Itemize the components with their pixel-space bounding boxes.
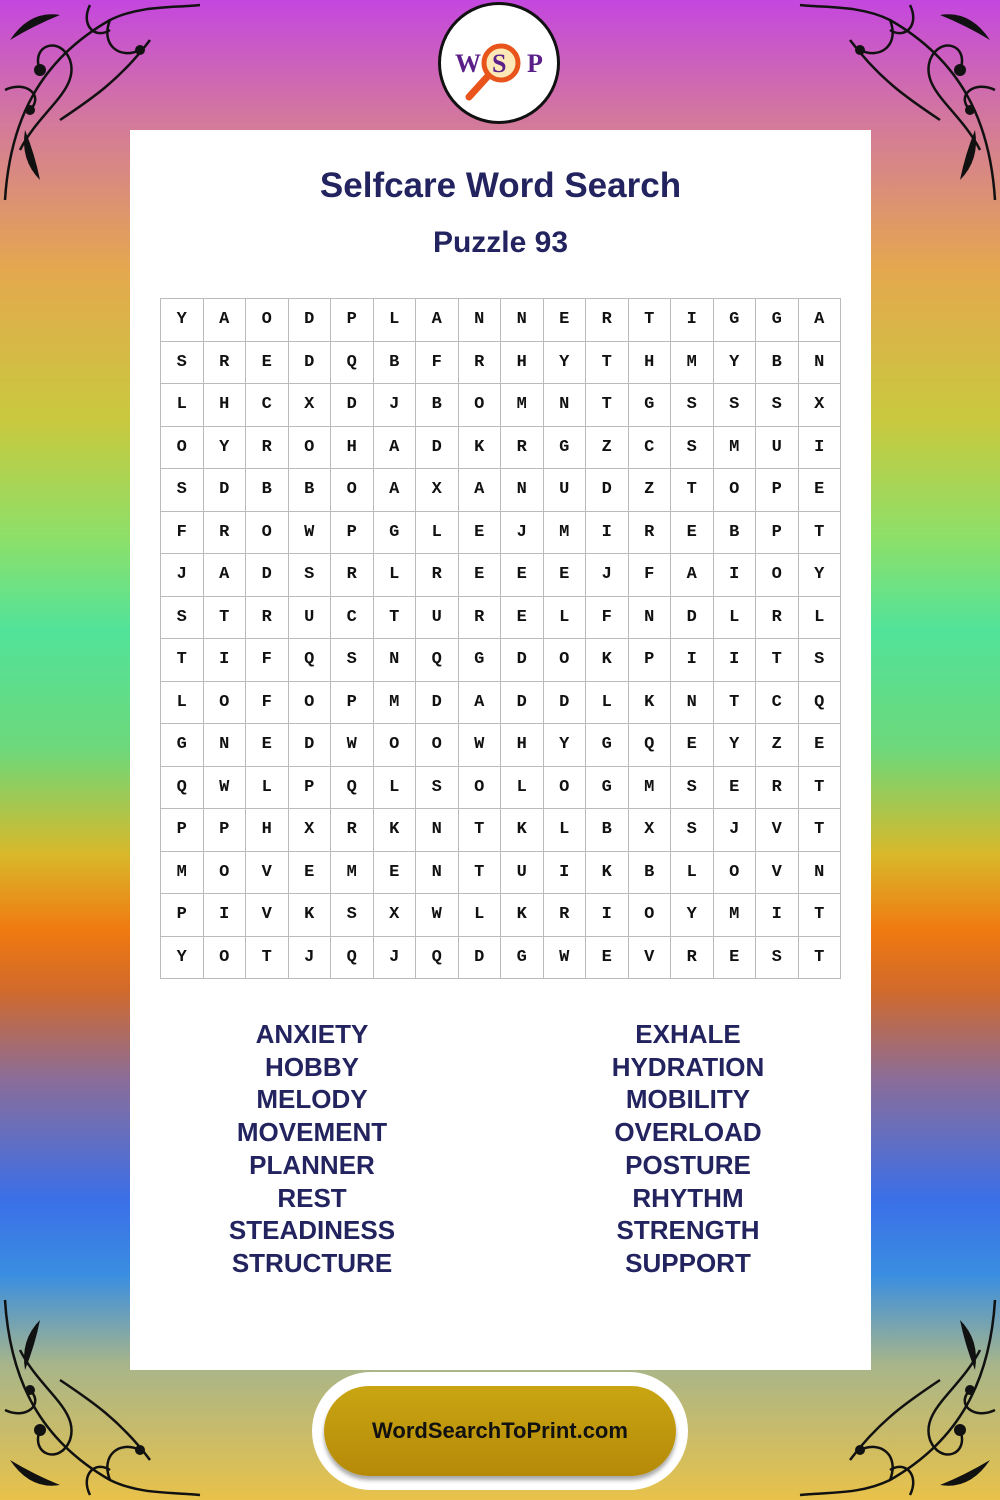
grid-cell[interactable]: S bbox=[671, 384, 714, 427]
grid-cell[interactable]: N bbox=[799, 342, 842, 385]
grid-cell[interactable]: G bbox=[629, 384, 672, 427]
grid-cell[interactable]: J bbox=[289, 937, 332, 980]
grid-cell[interactable]: V bbox=[246, 894, 289, 937]
word-list-item: PLANNER bbox=[249, 1149, 375, 1180]
logo-letter-w: W bbox=[455, 49, 481, 78]
grid-cell[interactable]: D bbox=[289, 724, 332, 767]
grid-cell[interactable]: B bbox=[416, 384, 459, 427]
grid-cell[interactable]: M bbox=[629, 767, 672, 810]
grid-cell[interactable]: R bbox=[459, 597, 502, 640]
grid-cell[interactable]: E bbox=[714, 767, 757, 810]
grid-cell[interactable]: M bbox=[374, 682, 417, 725]
grid-cell[interactable]: K bbox=[374, 809, 417, 852]
grid-cell[interactable]: X bbox=[289, 809, 332, 852]
grid-cell[interactable]: O bbox=[544, 767, 587, 810]
grid-cell[interactable]: T bbox=[374, 597, 417, 640]
logo bbox=[438, 2, 560, 124]
grid-cell[interactable]: E bbox=[459, 554, 502, 597]
word-list-item: ANXIETY bbox=[255, 1019, 369, 1049]
grid-cell[interactable]: L bbox=[161, 384, 204, 427]
grid-cell[interactable]: Q bbox=[331, 342, 374, 385]
grid-cell[interactable]: S bbox=[671, 809, 714, 852]
grid-cell[interactable]: Y bbox=[714, 342, 757, 385]
grid-cell[interactable]: T bbox=[714, 682, 757, 725]
grid-cell[interactable]: W bbox=[204, 767, 247, 810]
grid-cell[interactable]: D bbox=[459, 937, 502, 980]
grid-cell[interactable]: P bbox=[331, 512, 374, 555]
grid-cell[interactable]: R bbox=[671, 937, 714, 980]
grid-cell[interactable]: C bbox=[331, 597, 374, 640]
grid-cell[interactable]: O bbox=[204, 937, 247, 980]
grid-cell[interactable]: H bbox=[629, 342, 672, 385]
grid-cell[interactable]: F bbox=[246, 639, 289, 682]
grid-cell[interactable]: N bbox=[416, 852, 459, 895]
grid-cell[interactable]: I bbox=[586, 894, 629, 937]
grid-cell[interactable]: T bbox=[799, 767, 842, 810]
grid-cell[interactable]: U bbox=[416, 597, 459, 640]
grid-cell[interactable]: D bbox=[501, 682, 544, 725]
grid-cell[interactable]: R bbox=[246, 427, 289, 470]
grid-cell[interactable]: J bbox=[161, 554, 204, 597]
grid-cell[interactable]: L bbox=[374, 299, 417, 342]
grid-cell[interactable]: L bbox=[799, 597, 842, 640]
grid-cell[interactable]: I bbox=[714, 554, 757, 597]
grid-cell[interactable]: Q bbox=[629, 724, 672, 767]
grid-cell[interactable]: O bbox=[289, 682, 332, 725]
grid-cell[interactable]: W bbox=[416, 894, 459, 937]
grid-cell[interactable]: L bbox=[374, 767, 417, 810]
grid-cell[interactable]: Y bbox=[544, 724, 587, 767]
grid-cell[interactable]: D bbox=[586, 469, 629, 512]
grid-cell[interactable]: G bbox=[161, 724, 204, 767]
grid-cell[interactable]: O bbox=[544, 639, 587, 682]
grid-cell[interactable]: D bbox=[204, 469, 247, 512]
grid-cell[interactable]: O bbox=[714, 852, 757, 895]
grid-cell[interactable]: E bbox=[501, 597, 544, 640]
grid-cell[interactable]: I bbox=[204, 639, 247, 682]
grid-cell[interactable]: T bbox=[246, 937, 289, 980]
grid-cell[interactable]: L bbox=[374, 554, 417, 597]
grid-cell[interactable]: R bbox=[204, 512, 247, 555]
grid-cell[interactable]: D bbox=[289, 299, 332, 342]
grid-cell[interactable]: M bbox=[671, 342, 714, 385]
grid-cell[interactable]: E bbox=[586, 937, 629, 980]
grid-cell[interactable]: Y bbox=[544, 342, 587, 385]
grid-cell[interactable]: O bbox=[204, 852, 247, 895]
grid-cell[interactable]: U bbox=[501, 852, 544, 895]
grid-cell[interactable]: G bbox=[544, 427, 587, 470]
grid-cell[interactable]: R bbox=[331, 554, 374, 597]
grid-cell[interactable]: R bbox=[204, 342, 247, 385]
grid-cell[interactable]: S bbox=[756, 384, 799, 427]
grid-cell[interactable]: E bbox=[289, 852, 332, 895]
grid-cell[interactable]: D bbox=[416, 427, 459, 470]
grid-cell[interactable]: H bbox=[501, 724, 544, 767]
grid-cell[interactable]: X bbox=[629, 809, 672, 852]
grid-cell[interactable]: B bbox=[629, 852, 672, 895]
grid-cell[interactable]: T bbox=[586, 384, 629, 427]
grid-cell[interactable]: O bbox=[416, 724, 459, 767]
grid-cell[interactable]: N bbox=[501, 469, 544, 512]
grid-cell[interactable]: T bbox=[586, 342, 629, 385]
grid-cell[interactable]: C bbox=[629, 427, 672, 470]
grid-cell[interactable]: A bbox=[799, 299, 842, 342]
grid-cell[interactable]: F bbox=[246, 682, 289, 725]
grid-cell[interactable]: O bbox=[756, 554, 799, 597]
grid-cell[interactable]: L bbox=[586, 682, 629, 725]
grid-cell[interactable]: U bbox=[289, 597, 332, 640]
word-list-item: HYDRATION bbox=[611, 1051, 765, 1082]
grid-cell[interactable]: A bbox=[671, 554, 714, 597]
puzzle-number: Puzzle 93 bbox=[432, 226, 569, 259]
grid-cell[interactable]: H bbox=[204, 384, 247, 427]
grid-cell[interactable]: T bbox=[204, 597, 247, 640]
grid-cell[interactable]: B bbox=[289, 469, 332, 512]
grid-cell[interactable]: Y bbox=[671, 894, 714, 937]
word-list-item: RHYTHM bbox=[632, 1182, 744, 1213]
puzzle-card bbox=[130, 130, 871, 1370]
word-list-item: MOVEMENT bbox=[236, 1117, 388, 1148]
letter-grid bbox=[160, 298, 841, 979]
grid-cell[interactable]: I bbox=[586, 512, 629, 555]
grid-cell[interactable]: V bbox=[756, 809, 799, 852]
grid-cell[interactable]: M bbox=[714, 894, 757, 937]
grid-cell[interactable]: S bbox=[714, 384, 757, 427]
grid-cell[interactable]: S bbox=[756, 937, 799, 980]
grid-cell[interactable]: Y bbox=[204, 427, 247, 470]
grid-cell[interactable]: T bbox=[799, 809, 842, 852]
grid-cell[interactable]: D bbox=[544, 682, 587, 725]
grid-cell[interactable]: G bbox=[374, 512, 417, 555]
grid-cell[interactable]: L bbox=[714, 597, 757, 640]
grid-cell[interactable]: Q bbox=[416, 937, 459, 980]
grid-cell[interactable]: V bbox=[756, 852, 799, 895]
grid-cell[interactable]: O bbox=[459, 384, 502, 427]
grid-cell[interactable]: R bbox=[756, 767, 799, 810]
grid-cell[interactable]: Z bbox=[586, 427, 629, 470]
grid-cell[interactable]: F bbox=[629, 554, 672, 597]
grid-cell[interactable]: C bbox=[246, 384, 289, 427]
logo-letter-s: S bbox=[492, 49, 507, 78]
grid-cell[interactable]: I bbox=[671, 299, 714, 342]
grid-cell[interactable]: D bbox=[331, 384, 374, 427]
grid-cell[interactable]: D bbox=[501, 639, 544, 682]
grid-cell[interactable]: O bbox=[204, 682, 247, 725]
grid-cell[interactable]: R bbox=[459, 342, 502, 385]
grid-cell[interactable]: F bbox=[161, 512, 204, 555]
grid-cell[interactable]: T bbox=[459, 852, 502, 895]
word-list-item: OVERLOAD bbox=[614, 1117, 762, 1148]
grid-cell[interactable]: K bbox=[289, 894, 332, 937]
logo-letter-p: P bbox=[527, 49, 543, 78]
grid-cell[interactable]: B bbox=[714, 512, 757, 555]
grid-cell[interactable]: T bbox=[799, 937, 842, 980]
grid-cell[interactable]: G bbox=[714, 299, 757, 342]
grid-cell[interactable]: O bbox=[374, 724, 417, 767]
grid-cell[interactable]: N bbox=[629, 597, 672, 640]
grid-cell[interactable]: E bbox=[544, 299, 587, 342]
grid-cell[interactable]: A bbox=[374, 427, 417, 470]
grid-cell[interactable]: U bbox=[544, 469, 587, 512]
grid-cell[interactable]: W bbox=[289, 512, 332, 555]
grid-cell[interactable]: U bbox=[756, 427, 799, 470]
grid-cell[interactable]: H bbox=[331, 427, 374, 470]
grid-cell[interactable]: O bbox=[459, 767, 502, 810]
grid-cell[interactable]: I bbox=[671, 639, 714, 682]
grid-cell[interactable]: K bbox=[459, 427, 502, 470]
grid-cell[interactable]: K bbox=[501, 809, 544, 852]
grid-cell[interactable]: W bbox=[544, 937, 587, 980]
grid-cell[interactable]: R bbox=[586, 299, 629, 342]
grid-cell[interactable]: O bbox=[246, 299, 289, 342]
grid-cell[interactable]: X bbox=[416, 469, 459, 512]
grid-cell[interactable]: V bbox=[629, 937, 672, 980]
grid-cell[interactable]: B bbox=[246, 469, 289, 512]
word-list-item: MOBILITY bbox=[625, 1084, 751, 1115]
grid-cell[interactable]: L bbox=[671, 852, 714, 895]
grid-cell[interactable]: A bbox=[459, 469, 502, 512]
grid-cell[interactable]: E bbox=[671, 724, 714, 767]
word-list-item: HOBBY bbox=[265, 1051, 359, 1082]
grid-cell[interactable]: D bbox=[289, 342, 332, 385]
grid-cell[interactable]: P bbox=[756, 469, 799, 512]
grid-cell[interactable]: G bbox=[501, 937, 544, 980]
grid-cell[interactable]: X bbox=[374, 894, 417, 937]
grid-cell[interactable]: R bbox=[756, 597, 799, 640]
grid-cell[interactable]: P bbox=[204, 809, 247, 852]
grid-cell[interactable]: F bbox=[586, 597, 629, 640]
grid-cell[interactable]: E bbox=[459, 512, 502, 555]
grid-cell[interactable]: R bbox=[544, 894, 587, 937]
grid-cell[interactable]: B bbox=[586, 809, 629, 852]
grid-cell[interactable]: L bbox=[161, 682, 204, 725]
grid-cell[interactable]: R bbox=[629, 512, 672, 555]
grid-cell[interactable]: L bbox=[544, 809, 587, 852]
grid-cell[interactable]: T bbox=[671, 469, 714, 512]
grid-cell[interactable]: H bbox=[501, 342, 544, 385]
grid-cell[interactable]: I bbox=[544, 852, 587, 895]
grid-cell[interactable]: M bbox=[331, 852, 374, 895]
word-list-item: EXHALE bbox=[635, 1019, 741, 1049]
grid-cell[interactable]: S bbox=[161, 597, 204, 640]
grid-cell[interactable]: O bbox=[629, 894, 672, 937]
grid-cell[interactable]: K bbox=[586, 639, 629, 682]
grid-cell[interactable]: N bbox=[459, 299, 502, 342]
grid-cell[interactable]: H bbox=[246, 809, 289, 852]
grid-cell[interactable]: O bbox=[289, 427, 332, 470]
grid-cell[interactable]: Y bbox=[161, 299, 204, 342]
grid-cell[interactable]: S bbox=[289, 554, 332, 597]
grid-cell[interactable]: D bbox=[246, 554, 289, 597]
word-list-left bbox=[162, 1018, 462, 1280]
grid-cell[interactable]: G bbox=[756, 299, 799, 342]
grid-cell[interactable]: O bbox=[161, 427, 204, 470]
grid-cell[interactable]: J bbox=[374, 384, 417, 427]
grid-cell[interactable]: J bbox=[714, 809, 757, 852]
grid-cell[interactable]: Q bbox=[416, 639, 459, 682]
grid-cell[interactable]: Y bbox=[161, 937, 204, 980]
grid-cell[interactable]: T bbox=[459, 809, 502, 852]
grid-cell[interactable]: A bbox=[204, 554, 247, 597]
grid-cell[interactable]: Q bbox=[161, 767, 204, 810]
grid-cell[interactable]: N bbox=[416, 809, 459, 852]
grid-cell[interactable]: T bbox=[161, 639, 204, 682]
grid-cell[interactable]: T bbox=[799, 894, 842, 937]
grid-cell[interactable]: G bbox=[459, 639, 502, 682]
grid-cell[interactable]: S bbox=[799, 639, 842, 682]
grid-cell[interactable]: B bbox=[756, 342, 799, 385]
grid-cell[interactable]: E bbox=[246, 342, 289, 385]
grid-cell[interactable]: Z bbox=[756, 724, 799, 767]
grid-cell[interactable]: N bbox=[671, 682, 714, 725]
grid-cell[interactable]: S bbox=[161, 342, 204, 385]
grid-cell[interactable]: E bbox=[799, 469, 842, 512]
grid-cell[interactable]: N bbox=[204, 724, 247, 767]
grid-cell[interactable]: L bbox=[416, 512, 459, 555]
grid-cell[interactable]: M bbox=[161, 852, 204, 895]
grid-cell[interactable]: E bbox=[246, 724, 289, 767]
grid-cell[interactable]: O bbox=[714, 469, 757, 512]
grid-cell[interactable]: M bbox=[501, 384, 544, 427]
grid-cell[interactable]: Q bbox=[331, 937, 374, 980]
grid-cell[interactable]: E bbox=[799, 724, 842, 767]
footer-badge bbox=[312, 1372, 688, 1490]
grid-cell[interactable]: S bbox=[671, 767, 714, 810]
grid-cell[interactable]: Y bbox=[799, 554, 842, 597]
grid-cell[interactable]: A bbox=[204, 299, 247, 342]
page-title: Selfcare Word Search bbox=[319, 166, 682, 205]
grid-cell[interactable]: N bbox=[544, 384, 587, 427]
grid-cell[interactable]: I bbox=[799, 427, 842, 470]
word-list-item: STEADINESS bbox=[228, 1215, 396, 1246]
grid-cell[interactable]: I bbox=[204, 894, 247, 937]
grid-cell[interactable]: O bbox=[331, 469, 374, 512]
grid-cell[interactable]: P bbox=[161, 809, 204, 852]
grid-cell[interactable]: G bbox=[586, 724, 629, 767]
grid-cell[interactable]: R bbox=[416, 554, 459, 597]
grid-cell[interactable]: D bbox=[416, 682, 459, 725]
grid-cell[interactable]: M bbox=[714, 427, 757, 470]
grid-cell[interactable]: R bbox=[501, 427, 544, 470]
grid-cell[interactable]: I bbox=[714, 639, 757, 682]
grid-cell[interactable]: E bbox=[714, 937, 757, 980]
grid-cell[interactable]: X bbox=[799, 384, 842, 427]
grid-cell[interactable]: L bbox=[459, 894, 502, 937]
grid-cell[interactable]: P bbox=[756, 512, 799, 555]
grid-cell[interactable]: S bbox=[331, 894, 374, 937]
grid-cell[interactable]: E bbox=[544, 554, 587, 597]
grid-cell[interactable]: P bbox=[331, 682, 374, 725]
grid-cell[interactable]: A bbox=[459, 682, 502, 725]
grid-cell[interactable]: Q bbox=[331, 767, 374, 810]
grid-cell[interactable]: S bbox=[671, 427, 714, 470]
word-list-item: SUPPORT bbox=[625, 1247, 751, 1278]
grid-cell[interactable]: L bbox=[544, 597, 587, 640]
grid-cell[interactable]: J bbox=[374, 937, 417, 980]
grid-cell[interactable]: I bbox=[756, 894, 799, 937]
grid-cell[interactable]: R bbox=[246, 597, 289, 640]
word-list-item: REST bbox=[277, 1182, 347, 1213]
word-list-item: MELODY bbox=[256, 1084, 368, 1115]
grid-cell[interactable]: N bbox=[799, 852, 842, 895]
grid-cell[interactable]: Q bbox=[289, 639, 332, 682]
grid-cell[interactable]: V bbox=[246, 852, 289, 895]
grid-cell[interactable]: S bbox=[416, 767, 459, 810]
grid-cell[interactable]: K bbox=[629, 682, 672, 725]
grid-cell[interactable]: W bbox=[331, 724, 374, 767]
grid-cell[interactable]: E bbox=[374, 852, 417, 895]
grid-cell[interactable]: P bbox=[629, 639, 672, 682]
grid-cell[interactable]: O bbox=[246, 512, 289, 555]
grid-cell[interactable]: P bbox=[331, 299, 374, 342]
website-link[interactable] bbox=[324, 1386, 676, 1476]
grid-cell[interactable]: W bbox=[459, 724, 502, 767]
word-list-item: POSTURE bbox=[625, 1149, 751, 1180]
word-list-item: STRENGTH bbox=[616, 1215, 760, 1246]
grid-cell[interactable]: T bbox=[756, 639, 799, 682]
grid-cell[interactable]: J bbox=[501, 512, 544, 555]
grid-cell[interactable]: A bbox=[416, 299, 459, 342]
grid-cell[interactable]: R bbox=[331, 809, 374, 852]
grid-cell[interactable]: B bbox=[374, 342, 417, 385]
grid-cell[interactable]: Y bbox=[714, 724, 757, 767]
grid-cell[interactable]: E bbox=[671, 512, 714, 555]
word-list-right bbox=[538, 1018, 838, 1280]
grid-cell[interactable]: A bbox=[374, 469, 417, 512]
grid-cell[interactable]: E bbox=[501, 554, 544, 597]
grid-cell[interactable]: P bbox=[289, 767, 332, 810]
word-list-item: STRUCTURE bbox=[231, 1247, 393, 1278]
grid-cell[interactable]: X bbox=[289, 384, 332, 427]
grid-cell[interactable]: K bbox=[586, 852, 629, 895]
grid-cell[interactable]: P bbox=[161, 894, 204, 937]
website-text: WordSearchToPrint.com bbox=[372, 1418, 628, 1443]
grid-cell[interactable]: Z bbox=[629, 469, 672, 512]
grid-cell[interactable]: F bbox=[416, 342, 459, 385]
grid-cell[interactable]: M bbox=[544, 512, 587, 555]
grid-cell[interactable]: G bbox=[586, 767, 629, 810]
grid-cell[interactable]: D bbox=[671, 597, 714, 640]
grid-cell[interactable]: N bbox=[501, 299, 544, 342]
grid-cell[interactable]: J bbox=[586, 554, 629, 597]
grid-cell[interactable]: T bbox=[799, 512, 842, 555]
grid-cell[interactable]: L bbox=[501, 767, 544, 810]
grid-cell[interactable]: Q bbox=[799, 682, 842, 725]
grid-cell[interactable]: S bbox=[331, 639, 374, 682]
grid-cell[interactable]: C bbox=[756, 682, 799, 725]
grid-cell[interactable]: K bbox=[501, 894, 544, 937]
grid-cell[interactable]: T bbox=[629, 299, 672, 342]
grid-cell[interactable]: S bbox=[161, 469, 204, 512]
grid-cell[interactable]: N bbox=[374, 639, 417, 682]
grid-cell[interactable]: L bbox=[246, 767, 289, 810]
